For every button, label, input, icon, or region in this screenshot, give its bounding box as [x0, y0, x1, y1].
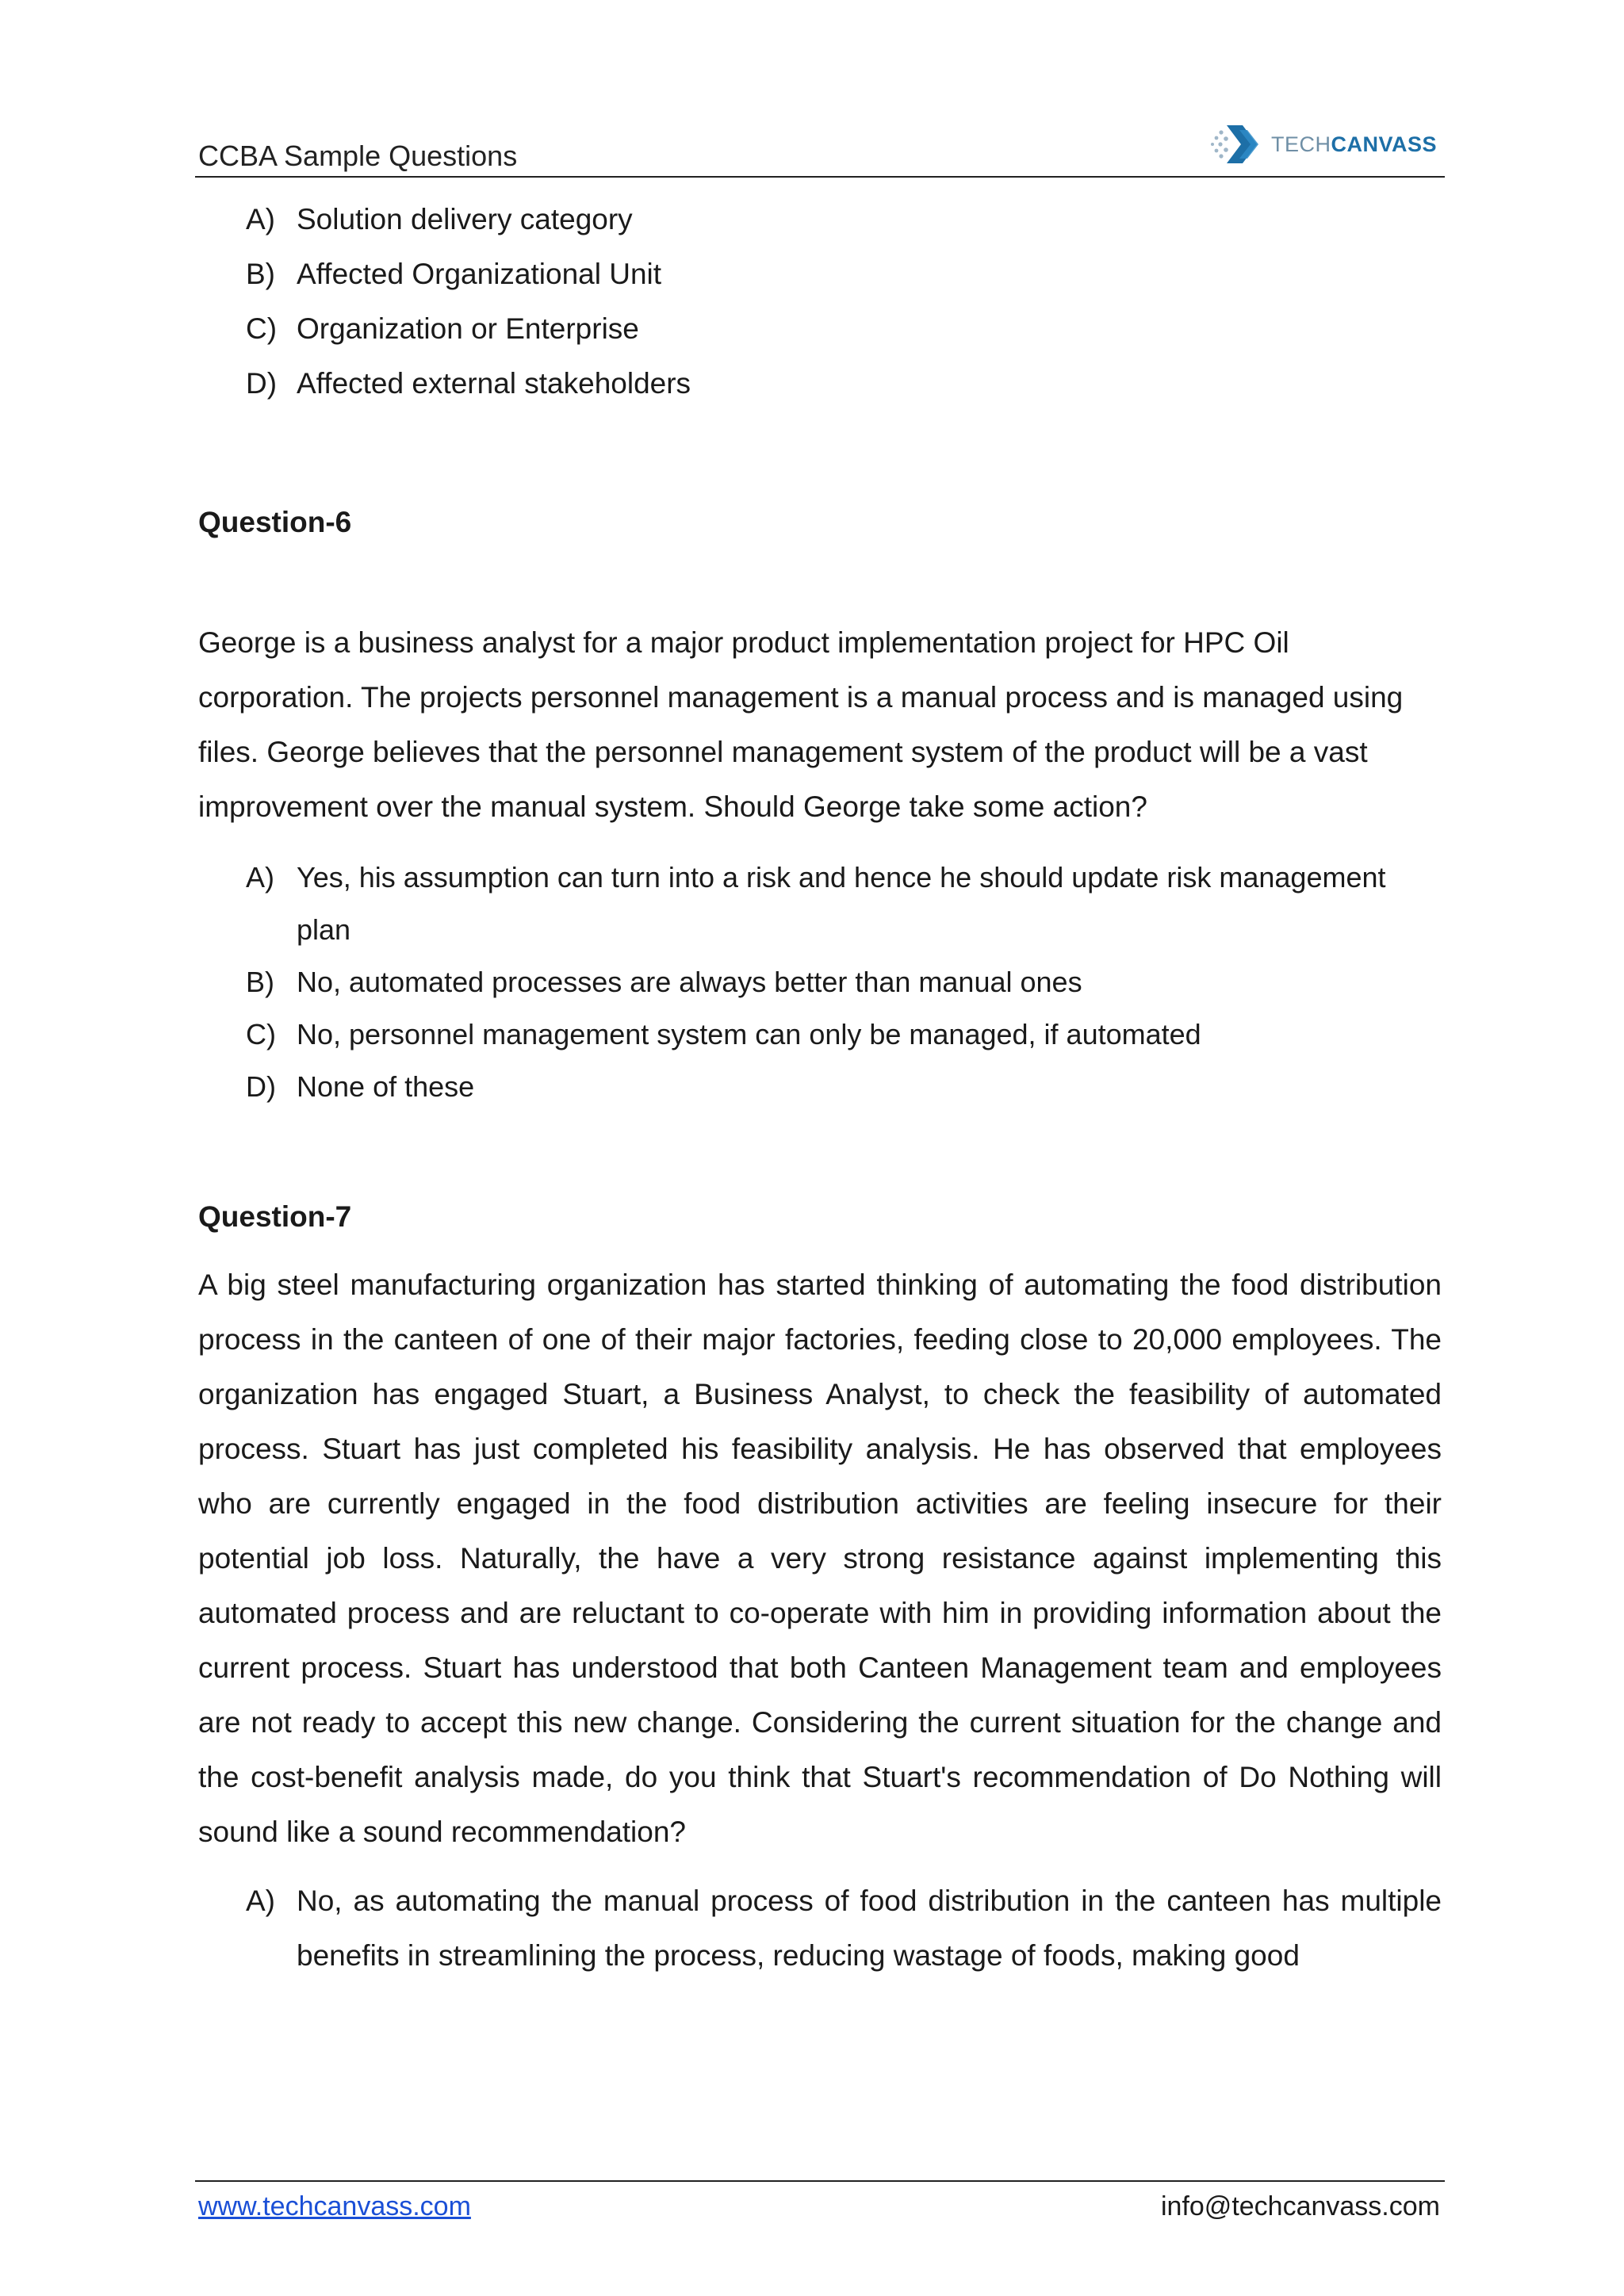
option-text: No, as automating the manual process of food distribution in the canteen has multiple benefits in streamlining the process, reducing wastage of foods, making good [297, 1885, 1442, 1972]
option-text: None of these [297, 1070, 475, 1103]
option-letter: C) [246, 1018, 276, 1050]
question-7-options [198, 1873, 1442, 1983]
option-text: Affected Organizational Unit [297, 258, 662, 290]
logo-tech-text: TECH [1270, 132, 1331, 156]
question-7-heading: Question-7 [198, 1200, 352, 1233]
option-d [198, 1061, 1442, 1113]
option-a [198, 192, 1442, 247]
question-6-heading: Question-6 [198, 506, 352, 538]
option-letter: A) [246, 861, 274, 894]
option-letter: A) [246, 203, 275, 235]
option-d [198, 356, 1442, 411]
option-a [198, 851, 1442, 956]
option-c [198, 301, 1442, 356]
page-footer [195, 2180, 1445, 2229]
logo-wordmark [1271, 132, 1437, 157]
option-text: No, personnel management system can only be managed, if automated [297, 1018, 1201, 1050]
techcanvass-chevron-logo-icon [1209, 122, 1265, 166]
page-header [195, 111, 1445, 178]
option-b [198, 247, 1442, 301]
previous-question-options [198, 192, 1442, 411]
option-text: No, automated processes are always better than manual ones [297, 966, 1082, 998]
option-letter: D) [246, 367, 278, 400]
option-letter: B) [246, 966, 274, 998]
option-text: Solution delivery category [297, 203, 633, 235]
option-a [198, 1873, 1442, 1983]
option-letter: D) [246, 1070, 276, 1103]
website-link[interactable]: www.techcanvass.com [198, 2191, 471, 2221]
page-content [198, 176, 1442, 1983]
option-letter: B) [246, 258, 275, 290]
option-text: Affected external stakeholders [297, 367, 691, 400]
option-text: Yes, his assumption can turn into a risk and hence he should update risk management plan [297, 861, 1386, 946]
contact-email: info@techcanvass.com [1160, 2191, 1440, 2221]
question-6-body: George is a business analyst for a major product implementation project for HPC Oil corporation. The projects personnel management is a manual process and is managed using files. George believes that the personnel management system of the product will be a vast improvement over the manual system. Should George take some action? [198, 626, 1404, 823]
option-text: Organization or Enterprise [297, 312, 639, 345]
question-7-body: A big steel manufacturing organization has started thinking of automating the food distribution process in the canteen of one of their major factories, feeding close to 20,000 employees. The organization has engaged Stuart, a Business Analyst, to check the feasibility of automated process. Stuart has just completed his feasibility analysis. He has observed that employees who are currently engaged in the food distribution activities are feeling insecure for their potential job loss. Naturally, the have a very strong resistance against implementing this automated process and are reluctant to co-operate with him in providing information about the current process. Stuart has understood that both Canteen Management team and employees are not ready to accept this new change. Considering the current situation for the change and the cost-benefit analysis made, do you think that Stuart's recommendation of Do Nothing will sound like a sound recommendation? [198, 1269, 1442, 1848]
option-letter: C) [246, 312, 278, 345]
question-6-options [198, 851, 1442, 1113]
logo-canvass-text: CANVASS [1331, 132, 1437, 156]
option-c [198, 1008, 1442, 1061]
option-letter: A) [246, 1885, 275, 1917]
techcanvass-logo [1209, 121, 1437, 168]
document-title: CCBA Sample Questions [198, 140, 518, 172]
option-b [198, 956, 1442, 1008]
